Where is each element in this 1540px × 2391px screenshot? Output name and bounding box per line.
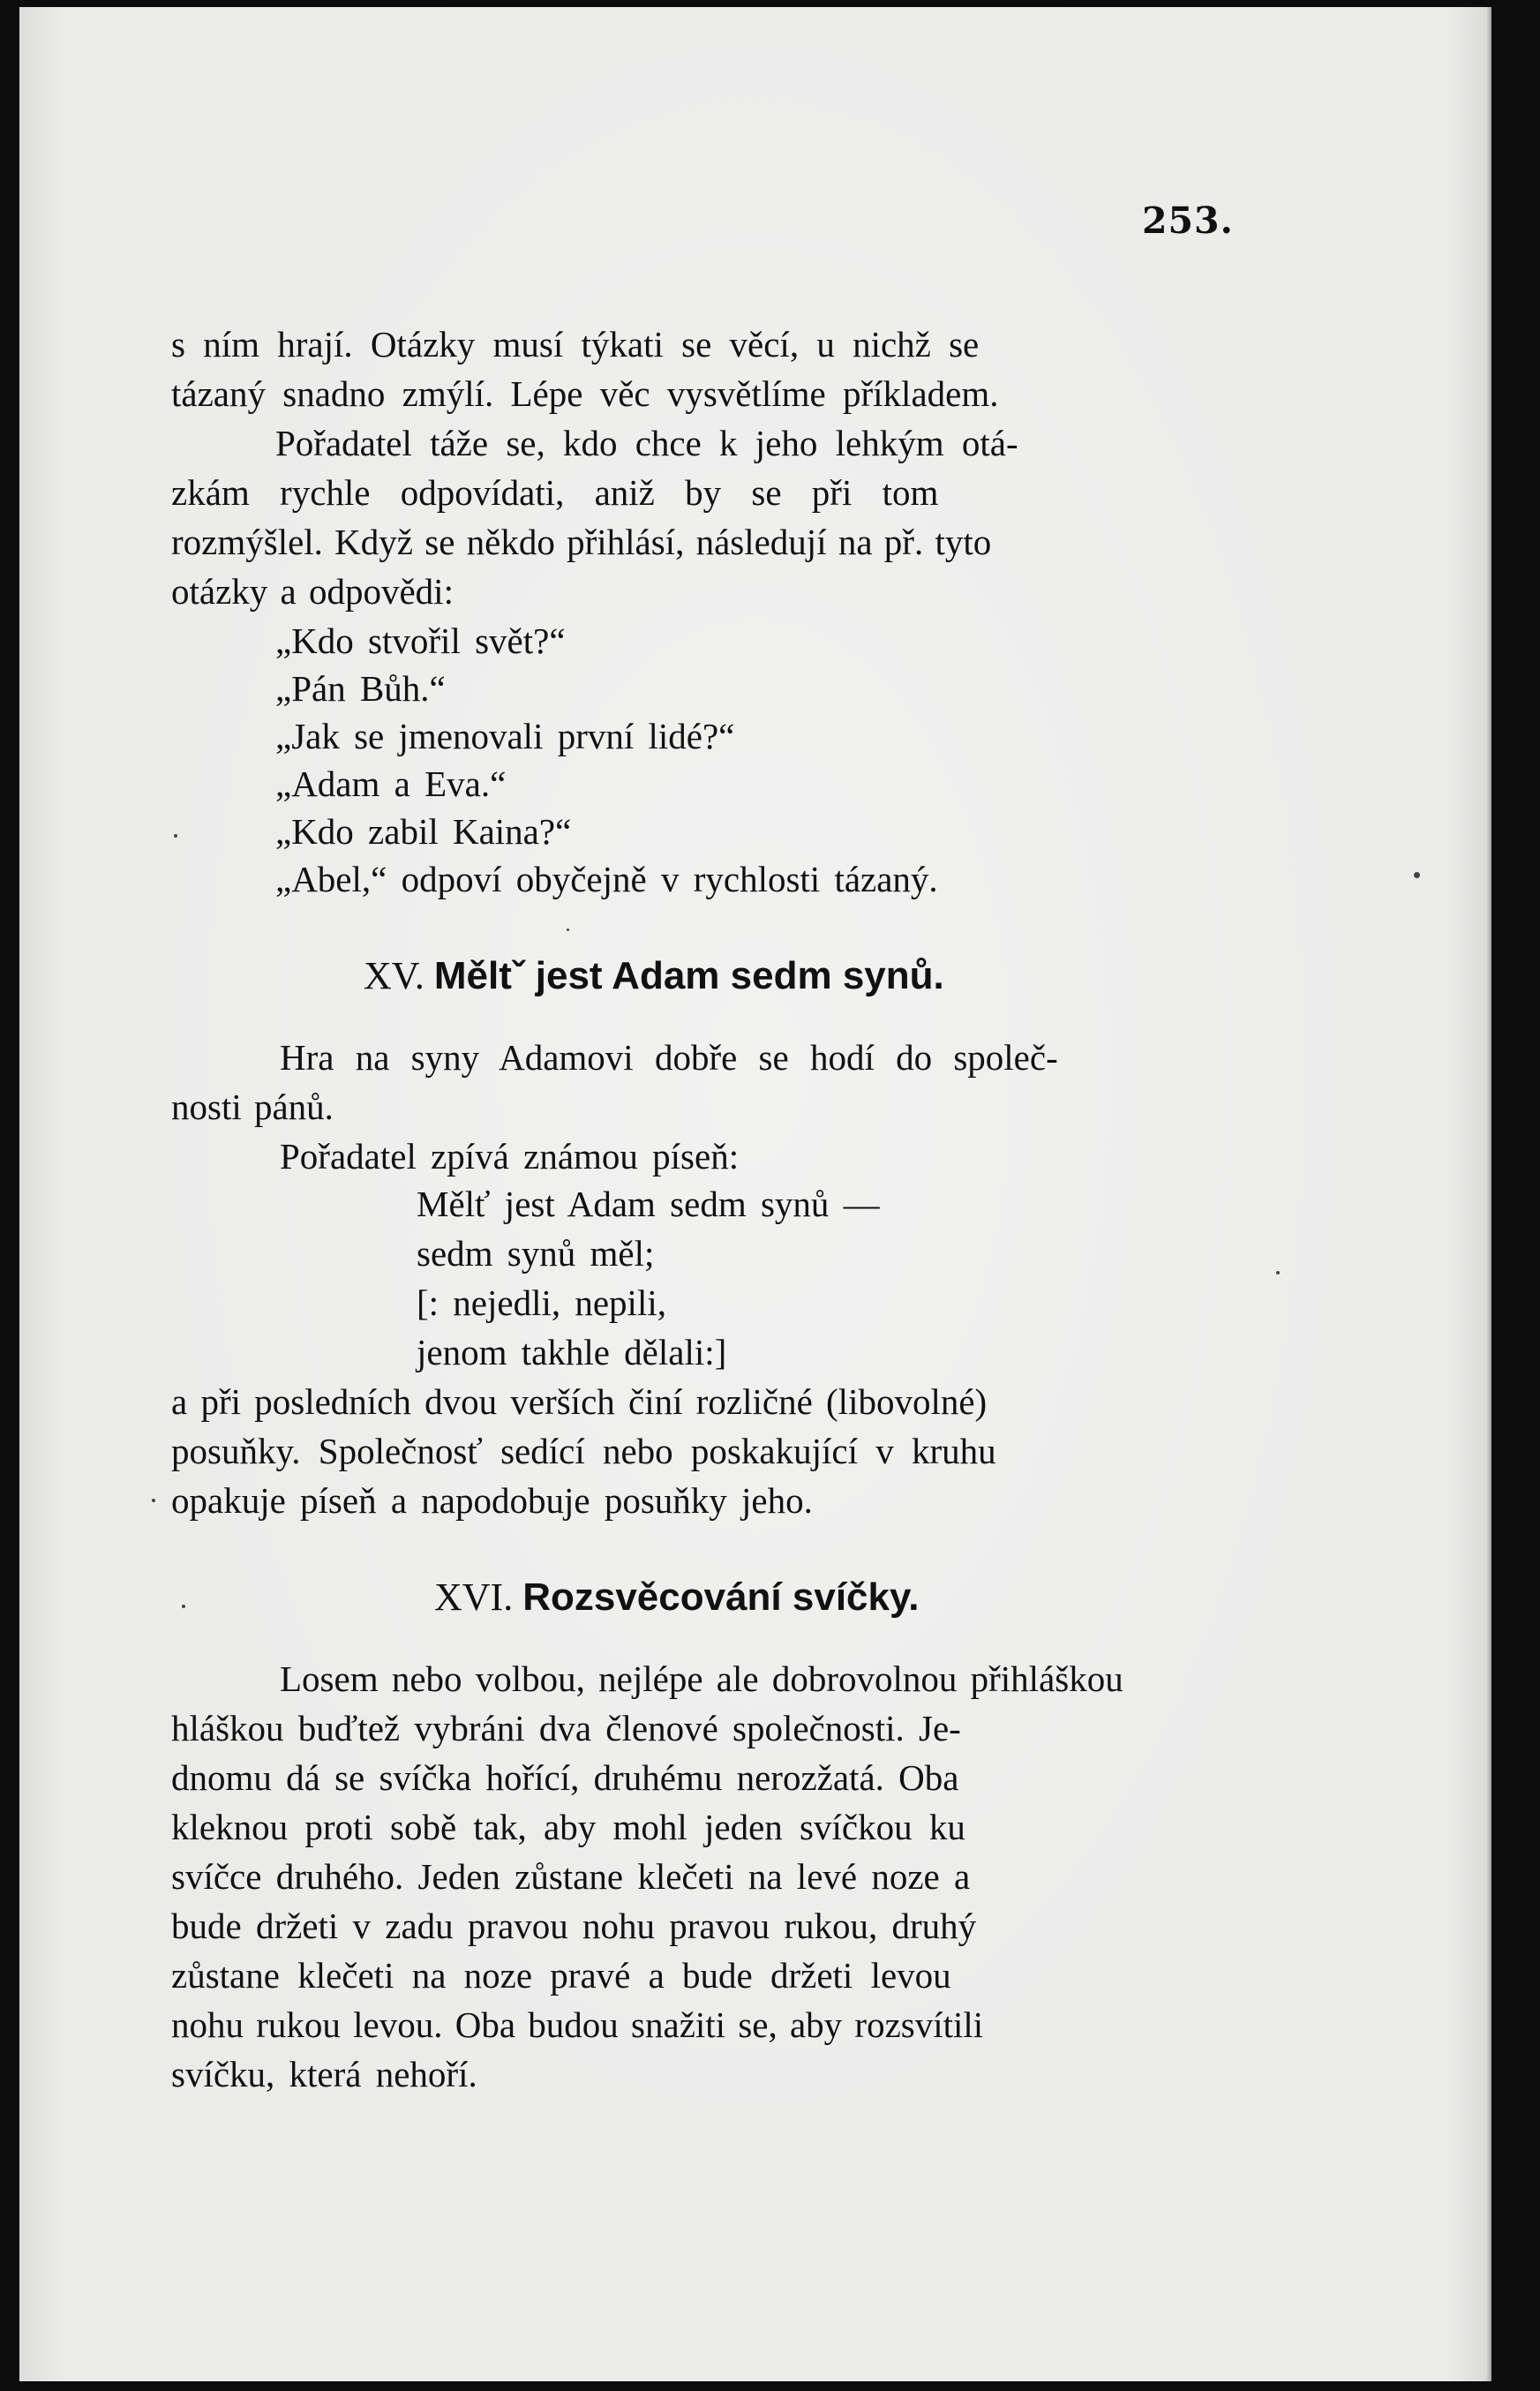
section-title: Rozsvěcování svíčky.	[522, 1575, 920, 1619]
dialogue-line: „Kdo zabil Kaina?“	[275, 811, 572, 852]
text-line: posuňky. Společnosť sedící nebo poskakující v kruhu	[171, 1431, 996, 1471]
text-line: bude držeti v zadu pravou nohu pravou rukou, druhý	[171, 1906, 977, 1946]
text-line: rozmýšlel. Když se někdo přihlásí, následují na př. tyto	[171, 522, 992, 562]
text-line: svíčce druhého. Jeden zůstane klečeti na levé noze a	[171, 1856, 971, 1897]
dialogue-line: „Pán Bůh.“	[275, 668, 446, 709]
section-number: XV.	[364, 954, 424, 997]
text-line: tázaný snadno zmýlí. Lépe věc vysvětlíme příkladem.	[171, 373, 999, 414]
text-line: Pořadatel zpívá známou píseň:	[280, 1136, 740, 1177]
section-heading	[434, 1575, 920, 1619]
section-number: XVI.	[434, 1575, 514, 1619]
scan-speck	[182, 1605, 185, 1608]
song-line: Mělť jest Adam sedm synů —	[417, 1184, 880, 1224]
text-line: zkám rychle odpovídati, aniž by se při tom	[171, 472, 939, 513]
text-line: Losem nebo volbou, nejlépe ale dobrovolnou přihláškou	[280, 1658, 1123, 1699]
section-title: Měltˇ jest Adam sedm synů.	[433, 954, 944, 997]
text-line: zůstane klečeti na noze pravé a bude držeti levou	[171, 1955, 951, 1996]
text-line: opakuje píseň a napodobuje posuňky jeho.	[171, 1480, 813, 1521]
text-line: nosti pánů.	[171, 1086, 334, 1127]
scan-speck	[1276, 1271, 1280, 1274]
scan-speck	[152, 1499, 155, 1502]
scan-speck	[174, 834, 177, 838]
dialogue-line: „Abel,“ odpoví obyčejně v rychlosti tázaný.	[275, 859, 938, 899]
text-line: dnomu dá se svíčka hořící, druhému nerozžatá. Oba	[171, 1757, 959, 1798]
page-shadow-edge	[1486, 7, 1491, 2381]
dialogue-line: „Adam a Eva.“	[275, 763, 507, 804]
section-heading	[364, 954, 944, 997]
text-line: s ním hrají. Otázky musí týkati se věcí, u nichž se	[171, 324, 980, 365]
text-line: kleknou proti sobě tak, aby mohl jeden svíčkou ku	[171, 1807, 965, 1847]
dialogue-line: „Kdo stvořil svět?“	[275, 620, 566, 661]
text-line: Hra na syny Adamovi dobře se hodí do společ-	[280, 1037, 1058, 1078]
text-line: otázky a odpovědi:	[171, 571, 454, 612]
dialogue-line: „Jak se jmenovali první lidé?“	[275, 716, 735, 756]
text-line: a při posledních dvou verších činí rozličné (libovolné)	[171, 1381, 988, 1422]
text-line: svíčku, která nehoří.	[171, 2054, 477, 2094]
scan-speck	[567, 929, 569, 931]
scan-speck	[1414, 872, 1420, 878]
text-line: nohu rukou levou. Oba budou snažiti se, aby rozsvítili	[171, 2004, 984, 2045]
page-number: 253.	[1142, 199, 1234, 242]
text-line: Pořadatel táže se, kdo chce k jeho lehkým otá-	[275, 423, 1018, 463]
song-line: [: nejedli, nepili,	[417, 1282, 666, 1323]
song-line: jenom takhle dělali:]	[417, 1332, 727, 1372]
book-page	[19, 7, 1491, 2381]
song-line: sedm synů měl;	[417, 1233, 655, 1274]
text-line: hláškou buďtež vybráni dva členové společnosti. Je-	[171, 1708, 961, 1748]
